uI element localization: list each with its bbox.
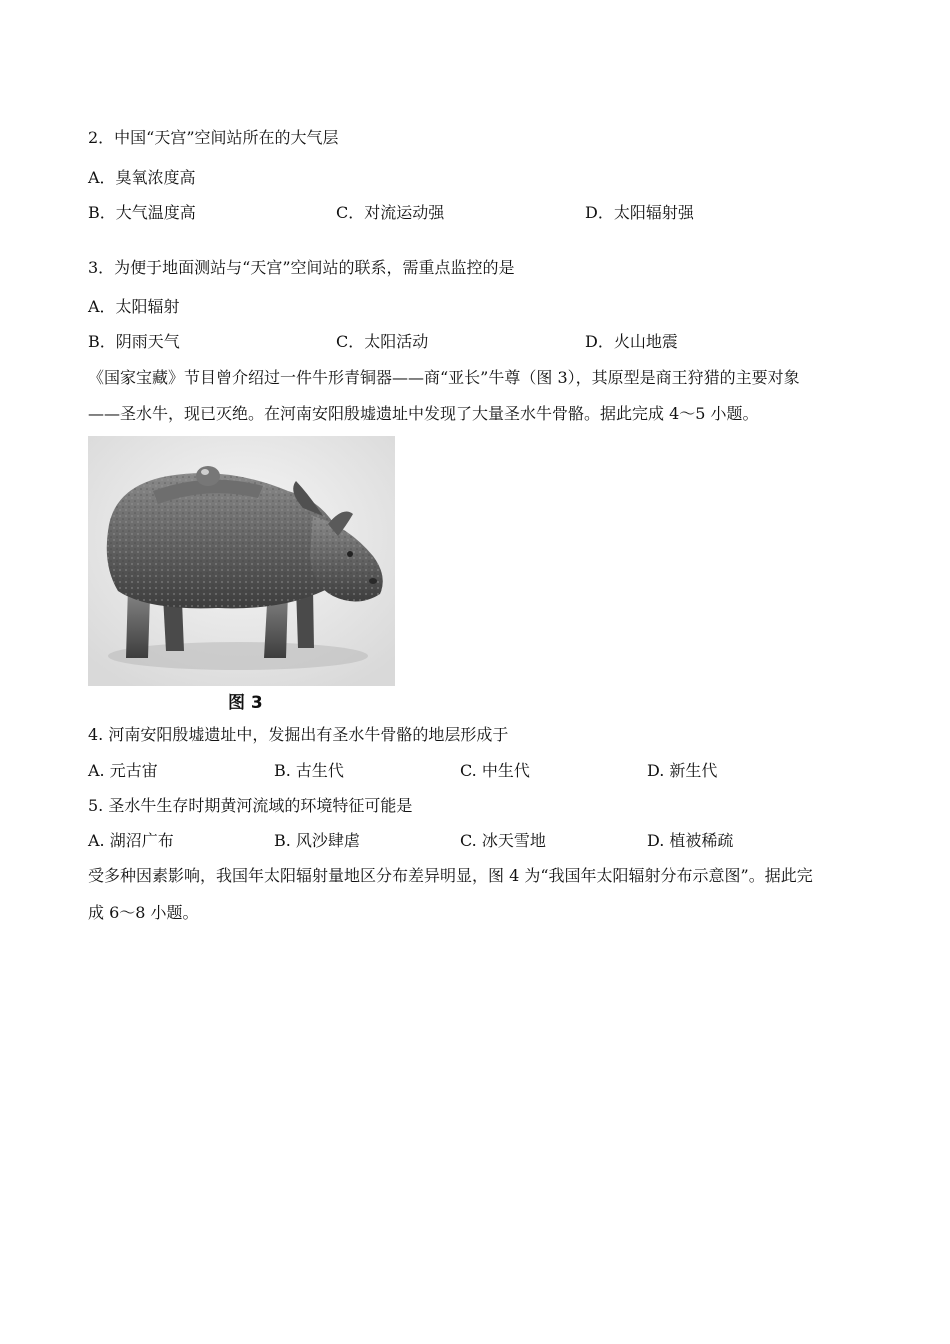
passage2-line1: 受多种因素影响，我国年太阳辐射量地区分布差异明显，图 4 为“我国年太阳辐射分布示意图”。据此完 [88,866,813,885]
figure-3-caption: 图 3 [228,693,263,713]
q4-option-c: C. 中生代 [460,761,530,780]
passage1-line2: ——圣水牛，现已灭绝。在河南安阳殷墟遗址中发现了大量圣水牛骨骼。据此完成 4～5 小题。 [88,404,759,423]
q4-stem: 4. 河南安阳殷墟遗址中，发掘出有圣水牛骨骼的地层形成于 [88,725,509,744]
q5-option-d: D. 植被稀疏 [647,831,734,850]
q2-option-c: C．对流运动强 [336,203,445,222]
bronze-ox-figure [88,436,395,686]
q3-option-d: D．火山地震 [585,332,678,351]
q4-option-d: D. 新生代 [647,761,718,780]
q3-option-b: B．阴雨天气 [88,332,180,351]
q2-option-b: B．大气温度高 [88,203,196,222]
passage1-line1: 《国家宝藏》节目曾介绍过一件牛形青铜器——商“亚长”牛尊（图 3），其原型是商王狩猎的主要对象 [88,368,800,387]
q3-option-a: A．太阳辐射 [88,297,180,316]
q5-stem: 5. 圣水牛生存时期黄河流域的环境特征可能是 [88,796,413,815]
q5-option-c: C. 冰天雪地 [460,831,546,850]
passage2-line2: 成 6～8 小题。 [88,903,199,922]
q2-option-d: D．太阳辐射强 [585,203,694,222]
q5-option-a: A. 湖沼广布 [88,831,174,850]
q2-option-a: A．臭氧浓度高 [88,168,196,187]
q5-option-b: B. 风沙肆虐 [274,831,360,850]
bronze-ox-illustration [88,436,395,686]
q4-option-a: A. 元古宙 [88,761,158,780]
q3-stem: 3．为便于地面测站与“天宫”空间站的联系，需重点监控的是 [88,258,515,277]
q2-stem: 2．中国“天宫”空间站所在的大气层 [88,128,339,147]
q4-option-b: B. 古生代 [274,761,344,780]
q3-option-c: C．太阳活动 [336,332,429,351]
